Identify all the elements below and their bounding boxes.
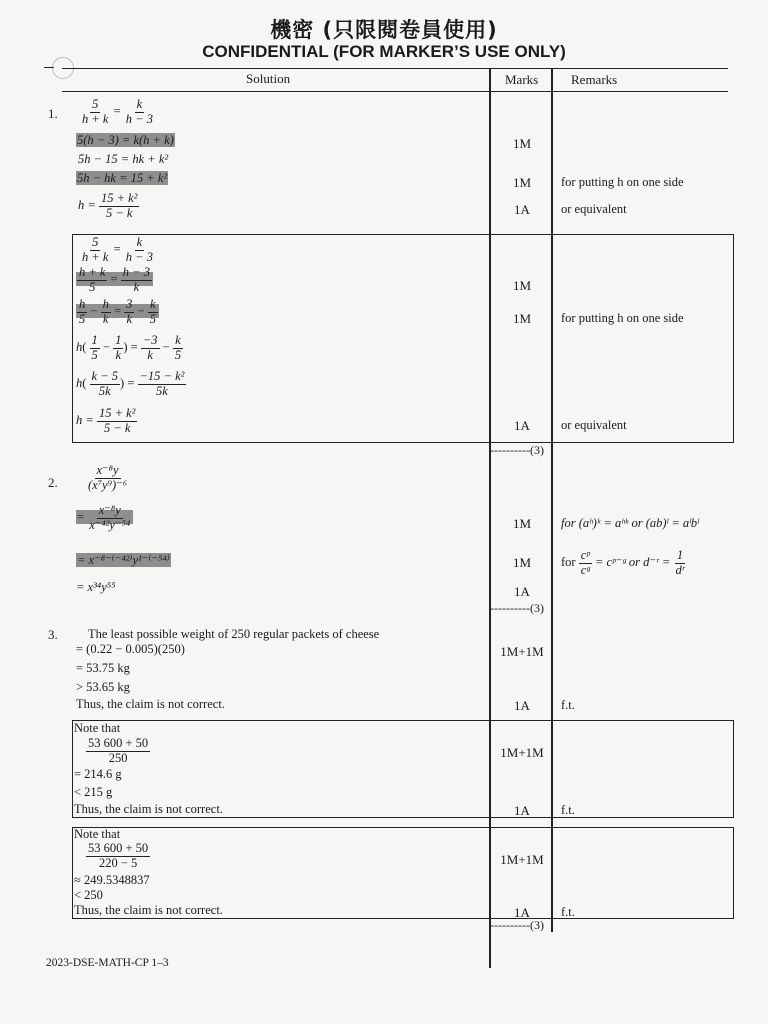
mark: 1M+1M	[500, 644, 544, 659]
marks-tally: ----------(3)	[490, 918, 544, 932]
header-title-english: CONFIDENTIAL (FOR MARKER’S USE ONLY)	[202, 42, 566, 61]
conclusion: Thus, the claim is not correct.	[74, 802, 223, 816]
solution-step: 5(h − 3) = k(h + k)	[77, 133, 174, 147]
equation: $\frac{5}{h + k}$ = $\frac{k}{h - 3}$	[82, 235, 153, 264]
col-header-solution: Solution	[246, 71, 291, 86]
question-intro: The least possible weight of 250 regular packets of cheese	[88, 627, 380, 641]
solution-step: = (0.22 − 0.005)(250)	[76, 642, 185, 656]
solution-step: < 215 g	[74, 785, 113, 799]
remark: or equivalent	[561, 202, 627, 216]
fraction: $\frac{53 600 + 50}{250}$	[88, 736, 149, 765]
table-top-rule	[62, 68, 728, 69]
remark: for putting h on one side	[561, 311, 684, 325]
equation: $\frac{5}{h + k}$ = $\frac{k}{h - 3}$	[82, 97, 153, 126]
conclusion: Thus, the claim is not correct.	[76, 697, 225, 711]
mark: 1A	[514, 584, 530, 599]
solution-result: h = $\frac{\text{15 + k²}}{5 - k}$	[76, 406, 136, 435]
header-bottom-rule	[62, 91, 728, 92]
solution-step: > 53.65 kg	[76, 680, 130, 694]
remark: f.t.	[561, 905, 575, 919]
mark: 1M	[512, 136, 532, 151]
solution-step: ≈ 249.5348837	[74, 873, 150, 887]
solution-result: h = $\frac{\text{15 + k²}}{5 - k}$	[78, 191, 138, 220]
header-title-chinese: 機密 (只限閱卷員使用)	[270, 18, 498, 42]
note-label: Note that	[74, 827, 121, 841]
col-header-marks: Marks	[505, 72, 539, 87]
question-number: 3.	[48, 627, 58, 642]
remark: f.t.	[561, 803, 575, 817]
margin-tick	[44, 67, 54, 68]
solution-step: h( $\frac{1}{5}$ − $\frac{1}{k}$ ) = $\frac{-3}{k}$ − $\frac{k}{5}$	[76, 333, 182, 362]
conclusion: Thus, the claim is not correct.	[74, 903, 223, 917]
remark: or equivalent	[561, 418, 627, 432]
col-header-remarks: Remarks	[571, 72, 618, 87]
expression: $\frac{\text{x⁻⁸y}}{\text{(x⁷y⁹)⁻⁶}}$	[88, 463, 128, 492]
mark: 1A	[514, 698, 530, 713]
solution-step: = $\frac{\text{x⁻⁸y}}{\text{x⁻⁴²y⁻⁵⁴}}$	[76, 504, 133, 533]
mark: 1A	[514, 202, 530, 217]
solution-step: 5h − hk = 15 + k²	[77, 171, 168, 185]
question-number: 1.	[48, 106, 58, 121]
mark: 1M	[512, 555, 532, 570]
solution-result: = x³⁴y⁵⁵	[76, 580, 116, 594]
marks-tally: ----------(3)	[490, 443, 544, 457]
remark: f.t.	[561, 698, 575, 712]
solution-step: $\frac{h + k}{5}$ = $\frac{h - 3}{k}$	[76, 266, 153, 295]
solution-step: 5h − 15 = hk + k²	[78, 152, 169, 166]
solution-step: $\frac{h}{5}$ − $\frac{h}{k}$ = $\frac{3}{k}$ − $\frac{k}{5}$	[76, 298, 159, 327]
question-number: 2.	[48, 475, 58, 490]
mark: 1A	[514, 803, 530, 818]
solution-step: h( $\frac{k - 5}{5k}$ ) = $\frac{\text{−15 − k²}}{5k}$	[76, 369, 185, 398]
remark: for putting h on one side	[561, 175, 684, 189]
solution-step: = 53.75 kg	[76, 661, 130, 675]
solution-step: = 214.6 g	[74, 767, 122, 781]
note-label: Note that	[74, 721, 121, 735]
mark: 1M	[512, 516, 532, 531]
remark: for $\frac{\text{cᵖ}}{\text{cᵍ}}$ = cᵖ⁻ᵍ or d⁻ʳ = $\frac{1}{\text{dʳ}}$	[561, 548, 685, 577]
mark: 1A	[514, 905, 530, 920]
remark: for (aʰ)ᵏ = aʰᵏ or (ab)ˡ = aˡbˡ	[561, 516, 699, 530]
mark: 1M+1M	[500, 745, 544, 760]
mark: 1M	[512, 175, 532, 190]
fraction: $\frac{53 600 + 50}{220 - 5}$	[88, 841, 149, 870]
marks-tally: ----------(3)	[490, 601, 544, 615]
mark: 1A	[514, 418, 530, 433]
mark: 1M	[512, 278, 532, 293]
mark: 1M	[512, 311, 532, 326]
page-footer: 2023-DSE-MATH-CP 1–3	[46, 957, 169, 969]
solution-step: = x⁻⁸⁻⁽⁻⁴²⁾y¹⁻⁽⁻⁵⁴⁾	[77, 553, 170, 567]
solution-step: < 250	[74, 888, 103, 902]
mark: 1M+1M	[500, 852, 544, 867]
